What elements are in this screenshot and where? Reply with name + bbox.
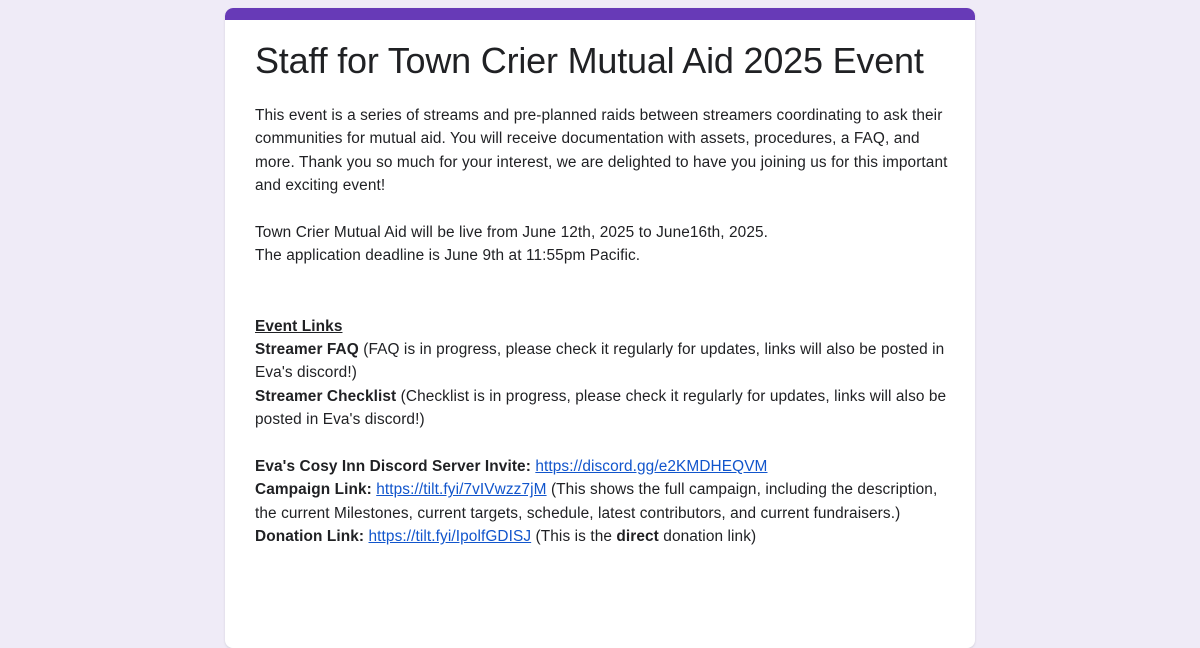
- faq-item: [255, 338, 955, 385]
- form-accent-bar: [225, 8, 975, 20]
- form-description: [255, 104, 955, 549]
- donation-note-after: donation link): [658, 528, 757, 546]
- checklist-label: Streamer Checklist: [255, 387, 397, 405]
- donation-item: [255, 525, 955, 548]
- checklist-note: (Checklist is in progress, please check it regularly for updates, links will also be posted in Eva's discord!): [255, 387, 947, 429]
- live-dates-text: Town Crier Mutual Aid will be live from June 12th, 2025 to June16th, 2025.: [255, 224, 769, 242]
- faq-label: Streamer FAQ: [255, 341, 359, 359]
- intro-text: This event is a series of streams and pre-planned raids between streamers coordinating to ask their communities for mutual aid. You will receive documentation with assets, procedures, a FAQ, and more. Thank you so much for your interest, we are delighted to have you joining us for this important and exciting event!: [255, 107, 948, 195]
- donation-label: Donation Link:: [255, 528, 365, 546]
- checklist-item: [255, 385, 955, 432]
- campaign-link[interactable]: https://tilt.fyi/7vIVwzz7jM: [376, 481, 547, 499]
- campaign-label: Campaign Link:: [255, 481, 372, 499]
- campaign-note: (This shows the full campaign, including the description, the current Milestones, current targets, schedule, latest contributors, and current fundraisers.): [255, 481, 938, 522]
- faq-note: (FAQ is in progress, please check it regularly for updates, links will also be posted in Eva's discord!): [255, 341, 945, 382]
- discord-label: Eva's Cosy Inn Discord Server Invite:: [255, 458, 531, 476]
- campaign-item: [255, 478, 955, 525]
- deadline-text: The application deadline is June 9th at 11:55pm Pacific.: [255, 247, 641, 265]
- donation-note-before: (This is the: [531, 528, 617, 546]
- discord-item: [255, 455, 955, 478]
- donation-note-bold: direct: [616, 528, 659, 546]
- form-header: [255, 36, 955, 549]
- form-title: Staff for Town Crier Mutual Aid 2025 Event: [255, 40, 924, 81]
- event-links-heading: Event Links: [255, 317, 343, 335]
- form-card: [225, 8, 975, 648]
- donation-link[interactable]: https://tilt.fyi/IpolfGDISJ: [368, 528, 532, 546]
- discord-link[interactable]: https://discord.gg/e2KMDHEQVM: [535, 458, 768, 476]
